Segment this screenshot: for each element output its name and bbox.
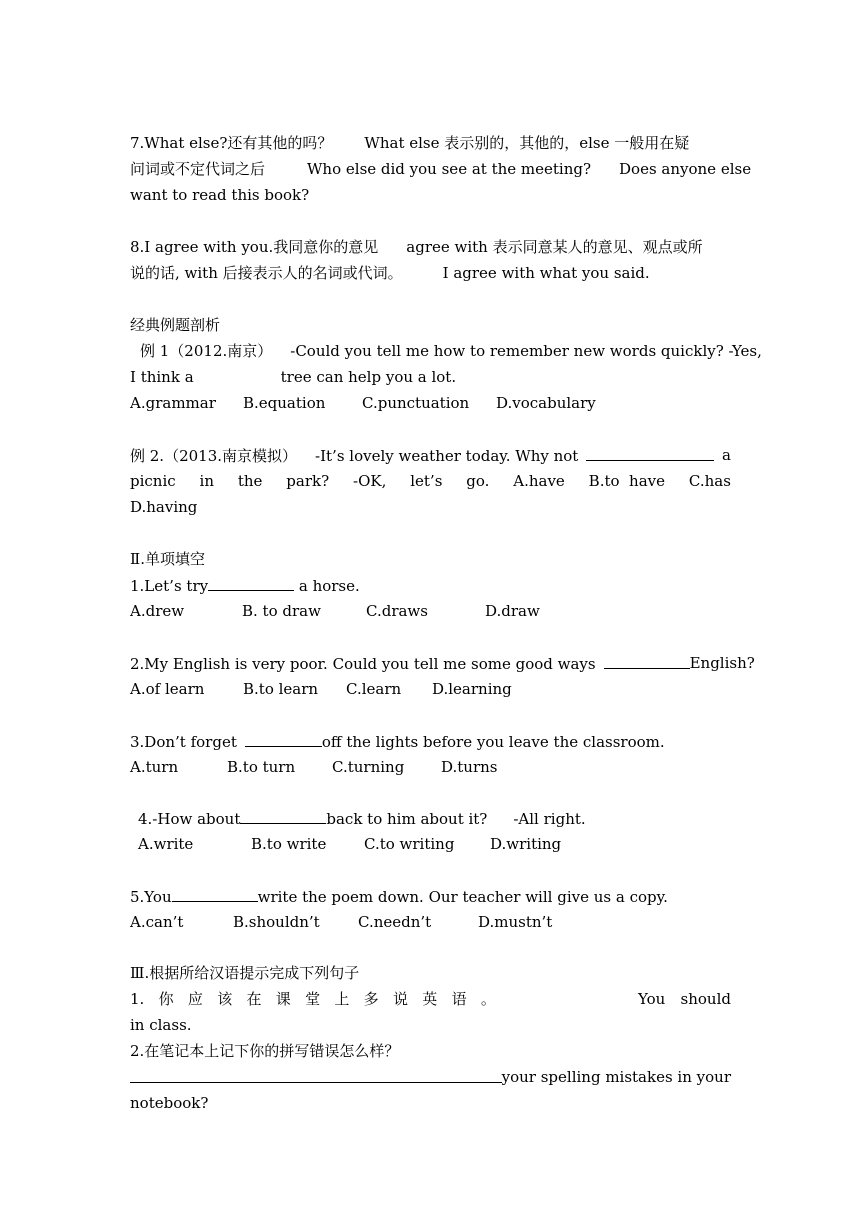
ex2-option-d: D.having bbox=[130, 498, 198, 516]
q8-example: I agree with what you said. bbox=[442, 264, 650, 282]
s2-q4 bbox=[138, 808, 586, 829]
ex1-option-c: C.punctuation bbox=[362, 394, 470, 412]
s3-q1-char: 英 bbox=[422, 990, 438, 1008]
s2-q4-option-d: D.writing bbox=[490, 835, 562, 853]
s3-q1-char: 说 bbox=[392, 990, 408, 1008]
ex1-label: 例 1（2012.南京） bbox=[140, 342, 273, 360]
section3-heading: Ⅲ.根据所给汉语提示完成下列句子 bbox=[130, 964, 360, 982]
s2-q3-stem: 3.Don’t forget bbox=[130, 733, 237, 751]
s2-q2-stem: 2.My English is very poor. Could you tell me some good ways bbox=[130, 655, 596, 673]
ex2-word: -OK, bbox=[353, 472, 387, 490]
s2-q4-stem: 4.-How about bbox=[138, 810, 241, 828]
s2-q4-options bbox=[138, 834, 561, 854]
ex1-question-cont: I think a bbox=[130, 368, 194, 386]
s2-q2-stem-end: English? bbox=[689, 654, 755, 672]
q8-explanation: agree with 表示同意某人的意见、观点或所 bbox=[406, 238, 703, 256]
ex1-line-1 bbox=[140, 341, 762, 361]
q7-title: 7.What else?还有其他的吗？ bbox=[130, 134, 333, 152]
s3-q1-char: 语 bbox=[451, 990, 467, 1008]
q8-line-2 bbox=[130, 263, 650, 283]
s2-q1-option-b: B. to draw bbox=[242, 602, 321, 620]
ex2-word: the bbox=[237, 472, 263, 490]
s2-q3-option-d: D.turns bbox=[441, 758, 498, 776]
s3-q1-char: 课 bbox=[275, 990, 291, 1008]
s2-q1-options bbox=[130, 601, 540, 621]
s3-q2-line-1: 2.在笔记本上记下你的拼写错误怎么样？ bbox=[130, 1042, 400, 1060]
s3-q1-line-2: in class. bbox=[130, 1016, 192, 1034]
s3-q1-char: 该 bbox=[217, 990, 233, 1008]
s2-q3-option-a: A.turn bbox=[130, 758, 179, 776]
s3-q1-char: 上 bbox=[334, 990, 350, 1008]
q8-title: 8.I agree with you.我同意你的意见 bbox=[130, 238, 379, 256]
s2-q5-option-a: A.can’t bbox=[130, 913, 184, 931]
s2-q5-blank bbox=[172, 886, 258, 902]
s2-q3-option-b: B.to turn bbox=[227, 758, 296, 776]
s2-q1-option-c: C.draws bbox=[366, 602, 428, 620]
ex2-blank bbox=[586, 445, 714, 461]
ex1-question-end: tree can help you a lot. bbox=[280, 368, 457, 386]
s2-q1-option-a: A.drew bbox=[130, 602, 185, 620]
q7-explanation-cont: 问词或不定代词之后 bbox=[130, 160, 266, 178]
ex2-question-a: a bbox=[722, 446, 731, 464]
ex1-line-2 bbox=[130, 367, 456, 387]
s3-q1-char: 1. bbox=[130, 990, 145, 1008]
s2-q4-answer: -All right. bbox=[513, 810, 586, 828]
s2-q2-option-b: B.to learn bbox=[243, 680, 319, 698]
s2-q5-option-c: C.needn’t bbox=[358, 913, 432, 931]
ex1-option-b: B.equation bbox=[243, 394, 326, 412]
q7-example-2: Does anyone else bbox=[619, 160, 752, 178]
ex2-option-a: A.have bbox=[513, 472, 565, 490]
s3-q1-char: 。 bbox=[480, 990, 496, 1008]
s3-q1-char: 你 bbox=[158, 990, 174, 1008]
q8-line-1 bbox=[130, 237, 703, 257]
s3-q2-line-2 bbox=[130, 1067, 731, 1087]
s2-q3-stem-end: off the lights before you leave the classroom. bbox=[321, 733, 665, 751]
s2-q2 bbox=[130, 653, 755, 674]
ex1-question: -Could you tell me how to remember new words quickly? -Yes, bbox=[290, 342, 762, 360]
section2-heading: Ⅱ.单项填空 bbox=[130, 550, 205, 568]
s2-q4-option-b: B.to write bbox=[251, 835, 327, 853]
s2-q1-blank bbox=[208, 575, 294, 591]
s2-q2-left bbox=[130, 653, 690, 674]
s3-q1-char: 多 bbox=[363, 990, 379, 1008]
q7-example-1: Who else did you see at the meeting? bbox=[307, 160, 592, 178]
q7-explanation: What else 表示别的，其他的，else 一般用在疑 bbox=[364, 134, 690, 152]
q7-line-3: want to read this book? bbox=[130, 186, 310, 204]
s3-q2-english: your spelling mistakes in your bbox=[501, 1068, 731, 1086]
s3-q1-char: 堂 bbox=[305, 990, 321, 1008]
q7-line-2 bbox=[130, 159, 751, 179]
ex2-option-c: C.has bbox=[688, 472, 731, 490]
s2-q4-blank bbox=[240, 808, 326, 824]
s2-q1 bbox=[130, 575, 360, 596]
ex2-word: let’s bbox=[410, 472, 443, 490]
ex1-options bbox=[130, 393, 596, 413]
s3-q1-should: should bbox=[680, 990, 731, 1008]
s2-q4-stem-mid: back to him about it? bbox=[326, 810, 488, 828]
s3-q1-you: You bbox=[638, 990, 666, 1008]
s2-q3-blank bbox=[245, 731, 322, 747]
s2-q3 bbox=[130, 731, 665, 752]
s2-q5-options bbox=[130, 912, 552, 932]
ex1-option-a: A.grammar bbox=[130, 394, 216, 412]
s3-q1-char: 在 bbox=[246, 990, 262, 1008]
ex2-question: -It’s lovely weather today. Why not bbox=[315, 447, 579, 465]
ex2-word: go. bbox=[466, 472, 490, 490]
ex1-option-d: D.vocabulary bbox=[496, 394, 596, 412]
s2-q5-stem: 5.You bbox=[130, 888, 172, 906]
examples-heading: 经典例题剖析 bbox=[130, 316, 221, 334]
ex2-option-b: B.to have bbox=[588, 472, 666, 490]
s3-q2-blank bbox=[130, 1067, 502, 1083]
s2-q2-option-a: A.of learn bbox=[130, 680, 205, 698]
s3-q1-char: 应 bbox=[187, 990, 203, 1008]
s2-q5-option-d: D.mustn’t bbox=[478, 913, 553, 931]
s2-q5-stem-end: write the poem down. Our teacher will give us a copy. bbox=[257, 888, 668, 906]
s3-q1-chinese bbox=[130, 989, 496, 1009]
ex2-word: in bbox=[199, 472, 214, 490]
ex2-line-2 bbox=[130, 471, 731, 491]
s2-q2-option-c: C.learn bbox=[346, 680, 402, 698]
s2-q5 bbox=[130, 886, 668, 907]
s2-q1-stem: 1.Let’s try bbox=[130, 577, 209, 595]
ex2-label: 例 2.（2013.南京模拟） bbox=[130, 447, 298, 465]
s2-q4-option-a: A.write bbox=[138, 835, 194, 853]
s2-q3-options bbox=[130, 757, 497, 777]
q8-explanation-cont: 说的话, with 后接表示人的名词或代词。 bbox=[130, 264, 403, 282]
s2-q2-blank bbox=[604, 653, 690, 669]
s2-q2-option-d: D.learning bbox=[432, 680, 512, 698]
ex2-line-1-left bbox=[130, 445, 714, 466]
s3-q2-line-3: notebook? bbox=[130, 1094, 209, 1112]
s2-q5-option-b: B.shouldn’t bbox=[233, 913, 320, 931]
s2-q1-stem-end: a horse. bbox=[294, 577, 360, 595]
s2-q4-option-c: C.to writing bbox=[364, 835, 455, 853]
s2-q3-option-c: C.turning bbox=[332, 758, 405, 776]
ex2-word: picnic bbox=[130, 472, 176, 490]
ex2-line-1 bbox=[130, 445, 731, 466]
ex2-word: park? bbox=[286, 472, 330, 490]
q7-line-1 bbox=[130, 133, 689, 153]
s2-q2-options bbox=[130, 679, 512, 699]
s2-q1-option-d: D.draw bbox=[485, 602, 540, 620]
